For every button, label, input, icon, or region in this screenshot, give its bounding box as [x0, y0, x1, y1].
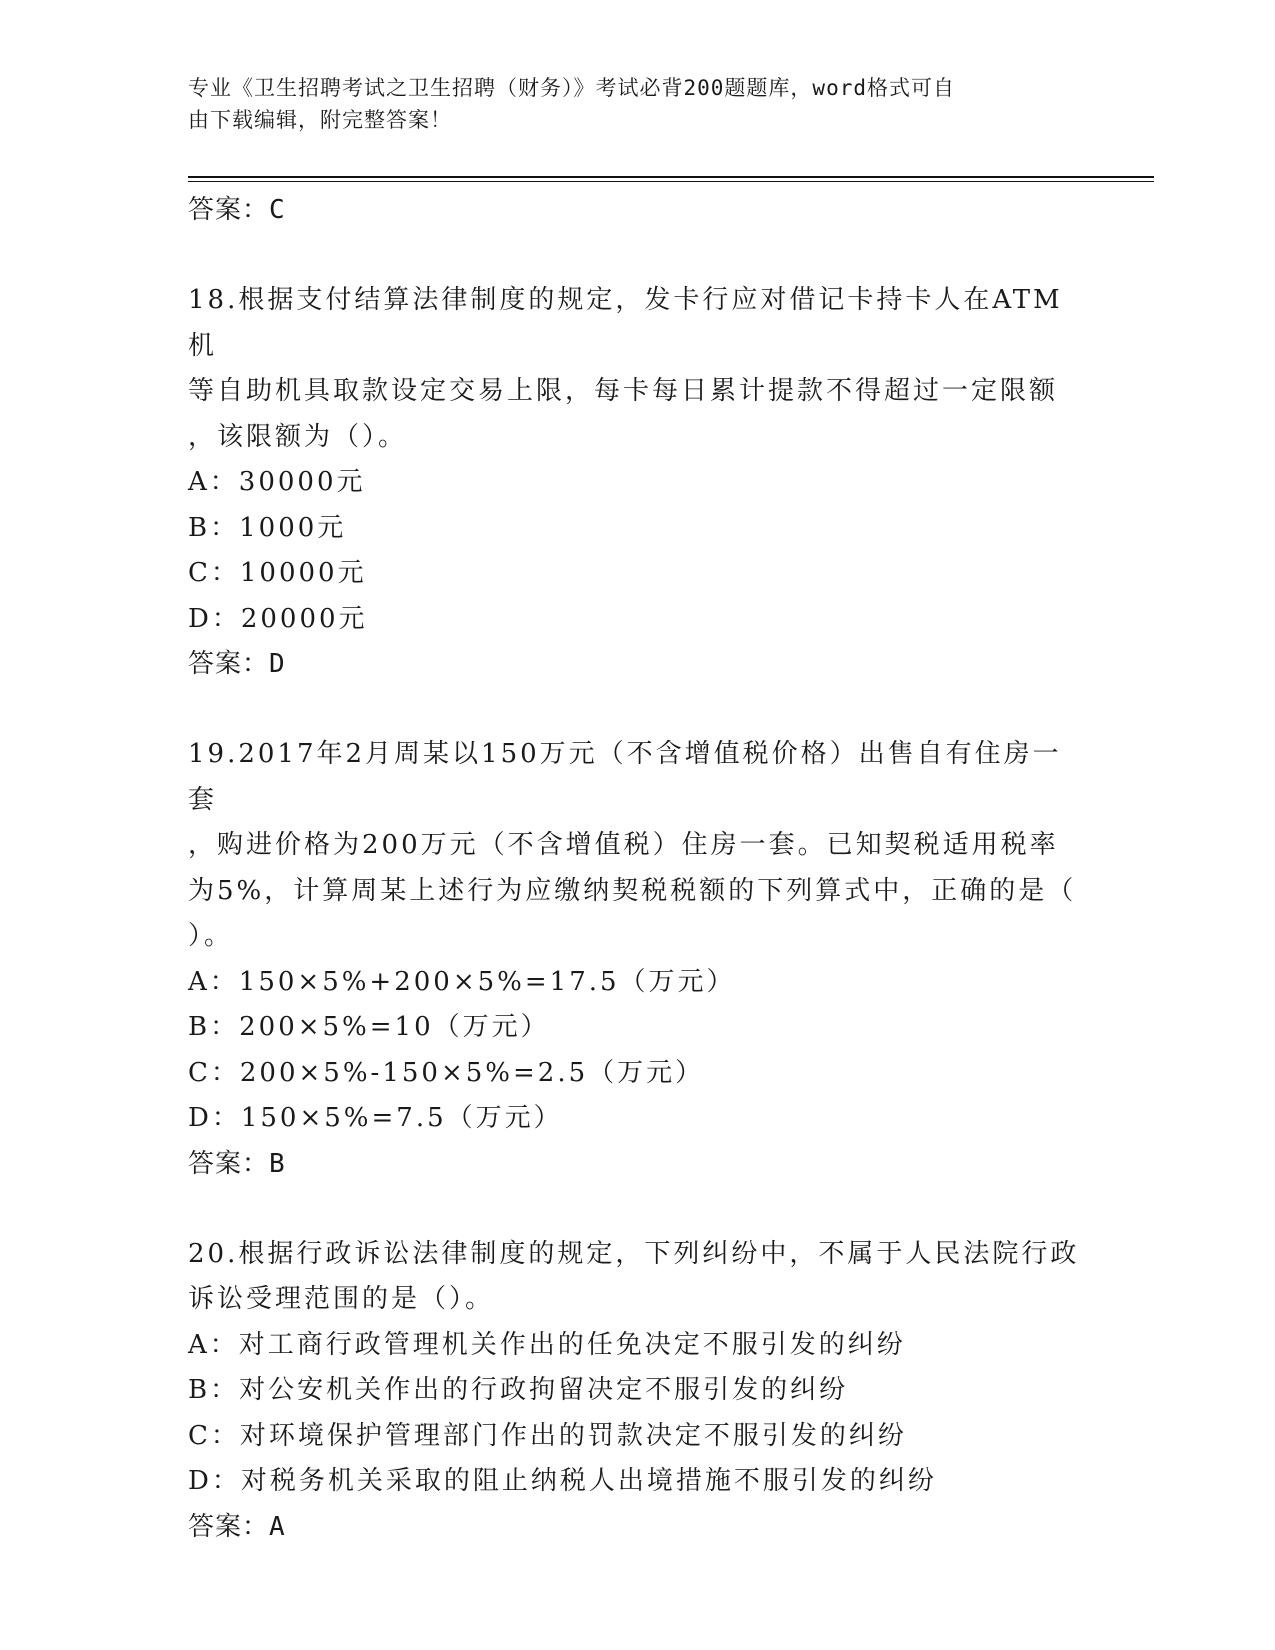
- header-rule-thick: [188, 176, 1154, 178]
- question-stem: [188, 278, 1088, 460]
- option-b: B：1000元: [188, 512, 347, 543]
- document-body: [188, 188, 1088, 1550]
- option-c: C：200×5%-150×5%=2.5（万元）: [188, 1057, 705, 1088]
- option-a: A：对工商行政管理机关作出的任免决定不服引发的纠纷: [188, 1329, 906, 1360]
- option-d: D：对税务机关采取的阻止纳税人出境措施不服引发的纠纷: [188, 1466, 937, 1496]
- answer-line: 答案：D: [188, 649, 286, 679]
- question-stem-line: 诉讼受理范围的是（）。: [188, 1284, 495, 1314]
- option-a: A：30000元: [188, 467, 366, 497]
- question-stem-line: 为5%，计算周某上述行为应缴纳契税税额的下列算式中，正确的是（: [188, 875, 1077, 906]
- option-d: D：150×5%=7.5（万元）: [188, 1103, 563, 1133]
- question-stem-line: ，购进价格为200万元（不含增值税）住房一套。已知契税适用税率: [188, 830, 1059, 860]
- option-b: B：对公安机关作出的行政拘留决定不服引发的纠纷: [188, 1375, 849, 1405]
- question-stem: [188, 1232, 1088, 1323]
- header-rule-thin: [188, 181, 1154, 182]
- question-stem-line: 等自助机具取款设定交易上限，每卡每日累计提款不得超过一定限额: [188, 376, 1059, 406]
- question-stem-line: ）。: [188, 921, 234, 951]
- answer-line: 答案：C: [188, 195, 286, 225]
- option-d: D：20000元: [188, 603, 368, 634]
- question-stem-line: 20.根据行政诉讼法律制度的规定，下列纠纷中，不属于人民法院行政: [188, 1238, 1080, 1269]
- question-stem-line: 19.2017年2月周某以150万元（不含增值税价格）出售自有住房一套: [188, 739, 1062, 815]
- document-header: [188, 72, 1068, 136]
- question-stem-line: ，该限额为（）。: [188, 421, 408, 452]
- answer-line: 答案：A: [188, 1511, 286, 1542]
- header-line-1: 专业《卫生招聘考试之卫生招聘（财务）》考试必背200题题库，word格式可自: [188, 76, 955, 100]
- question-stem: [188, 732, 1088, 960]
- option-b: B：200×5%=10（万元）: [188, 1012, 550, 1042]
- header-line-2: 由下载编辑，附完整答案！: [188, 108, 452, 132]
- question-block: [188, 1232, 1088, 1550]
- question-block: [188, 278, 1088, 687]
- option-a: A：150×5%+200×5%=17.5（万元）: [188, 966, 736, 997]
- question-block: [188, 732, 1088, 1187]
- question-stem-line: 18.根据支付结算法律制度的规定，发卡行应对借记卡持卡人在ATM机: [188, 285, 1063, 361]
- answer-line: 答案：B: [188, 1148, 286, 1179]
- option-c: C：10000元: [188, 558, 367, 588]
- option-c: C：对环境保护管理部门作出的罚款决定不服引发的纠纷: [188, 1420, 907, 1451]
